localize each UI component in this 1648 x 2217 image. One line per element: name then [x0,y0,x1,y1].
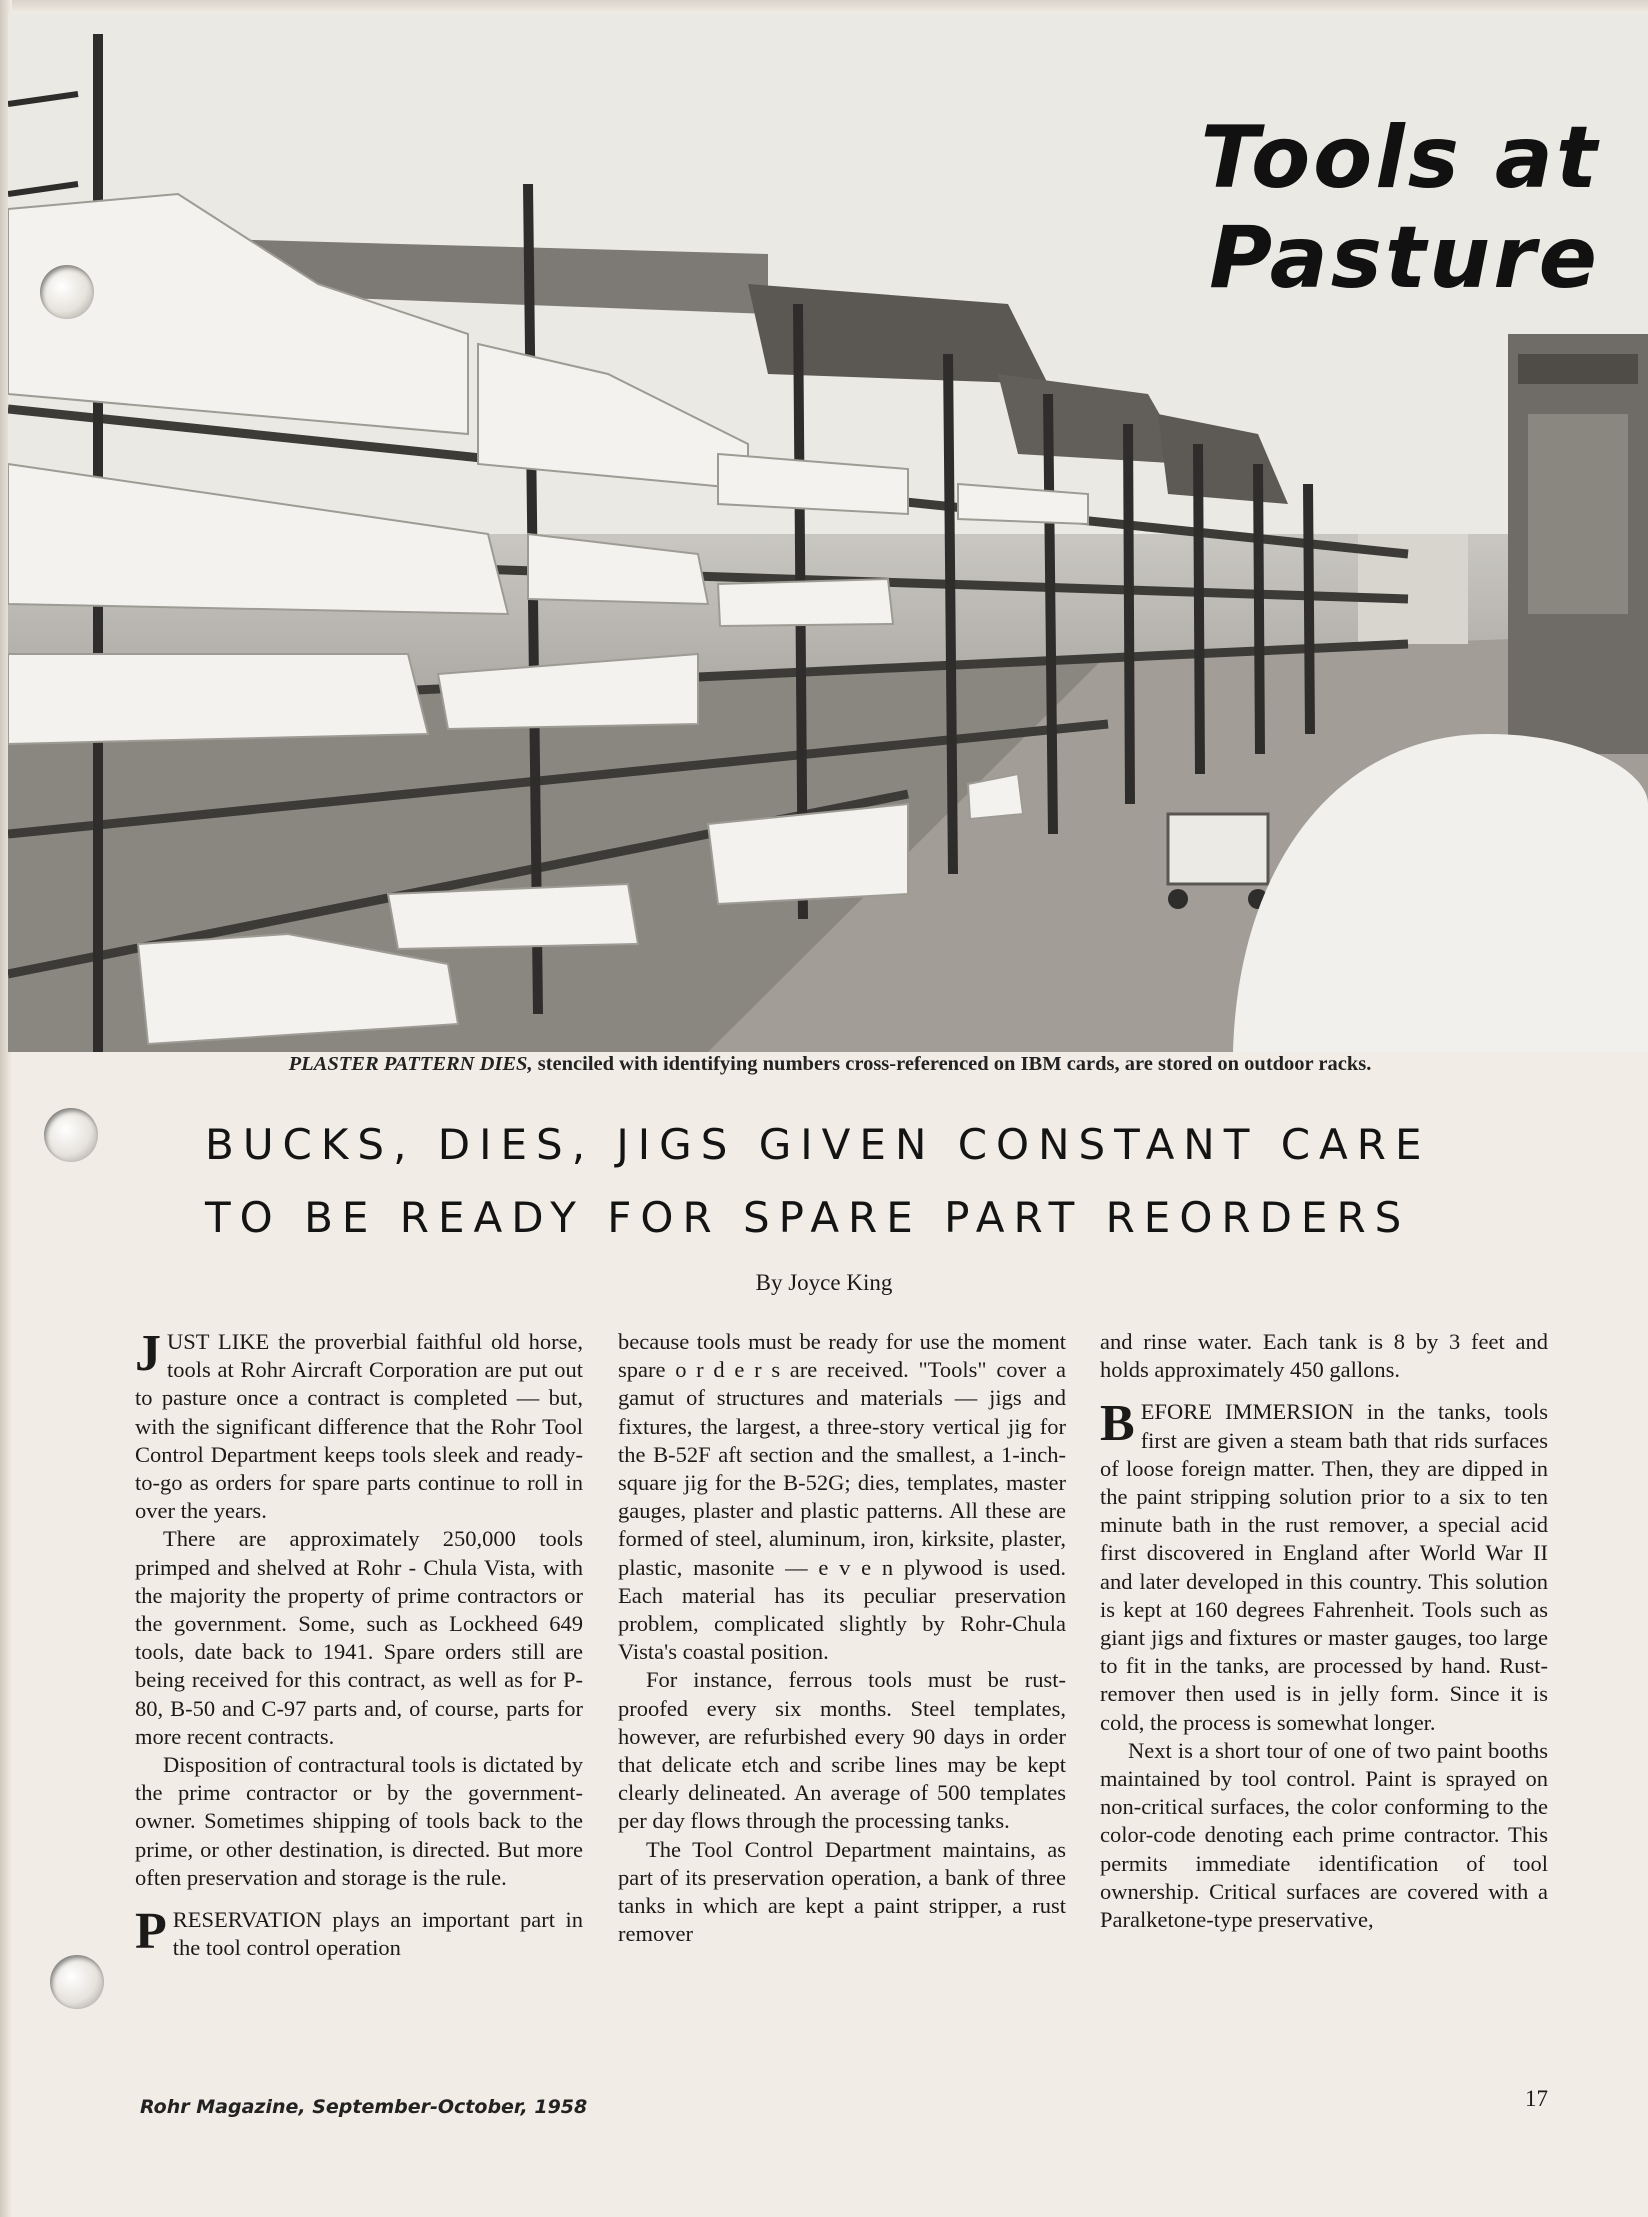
paragraph [1100,1395,1548,1736]
paragraph: For instance, ferrous tools must be rust-proofed every six months. Steel templates, however, are refurbished every 90 days in order that delicate etch and scribe lines may be kept clearly delineated. An average of 500 templates per day flows through the processing tanks. [618,1667,1066,1834]
paragraph: There are approximately 250,000 tools primped and shelved at Rohr - Chula Vista, with the majority the property of prime contractors or the government. Some, such as Lockheed 649 tools, date back to 1941. Spare orders still are being received for this contract, as well as for P-80, B-50 and C-97 parts and, of course, parts for more recent contracts. [135,1526,583,1749]
paragraph: Next is a short tour of one of two paint booths maintained by tool control. Paint is sprayed on non-critical surfaces, the color conforming to the color-code denoting each prime contractor. This permits immediate identification of tool ownership. Critical surfaces are covered with a Paralketone-type preservative, [1100,1737,1548,1933]
paragraph-text: UST LIKE the proverbial faithful old horse, tools at Rohr Aircraft Corporation are put out to pasture once a contract is completed — but, with the significant difference that the Rohr Tool Control Department keeps tools sleek and ready-to-go as orders for spare parts continue to roll in over the years. [135,1329,583,1524]
caption-lead: PLASTER PATTERN DIES, [288,1053,533,1075]
paragraph: The Tool Control Department maintains, as part of its preservation operation, a bank of three tanks in which are kept a paint stripper, a rust remover [618,1836,1066,1947]
headline: Tools at Pasture [1200,108,1600,308]
subhead-line-1: BUCKS, DIES, JIGS GIVEN CONSTANT CARE [205,1120,1431,1169]
magazine-footer: Rohr Magazine, September-October, 1958 [140,2096,588,2118]
page-number: 17 [1525,2086,1548,2111]
paragraph: and rinse water. Each tank is 8 by 3 feet and holds approximately 450 gallons. [1100,1329,1548,1383]
paragraph [135,1325,583,1525]
paragraph: Disposition of contractural tools is dictated by the prime contractor or by the government-owner. Sometimes shipping of tools back to the prime, or other destination, is directed. But more often preservation and storage is the rule. [135,1752,583,1890]
photo-caption [20,1053,1640,1076]
drop-cap: P [135,1903,167,1961]
byline: By Joyce King [755,1270,893,1295]
drop-cap: J [135,1325,161,1382]
punch-hole [50,1955,104,2009]
paper-top-edge [0,0,1648,14]
article-column-3 [1100,1328,1548,1934]
paragraph [135,1903,583,1962]
punch-hole [40,265,94,319]
caption-text: stenciled with identifying numbers cross-referenced on IBM cards, are stored on outdoor racks. [537,1053,1372,1075]
article-column-1 [135,1325,583,1962]
subhead-line-2: TO BE READY FOR SPARE PART REORDERS [205,1193,1411,1242]
punch-hole [44,1108,98,1162]
paragraph-text: EFORE IMMERSION in the tanks, tools first are given a steam bath that rids surfaces of loose foreign matter. Then, they are dipped in the paint stripping solution prior to a six to ten minute bath in the rust remover, a special acid first discovered in England after World War II and later developed in this country. This solution is kept at 160 degrees Fahrenheit. Tools such as giant jigs and fixtures or master gauges, too large to fit in the tanks, are processed by hand. Rust-remover then used is in jelly form. Since it is cold, the process is somewhat longer. [1100,1399,1548,1735]
drop-cap: B [1100,1395,1135,1453]
article-column-2 [618,1328,1066,1948]
paragraph-text: RESERVATION plays an important part in the tool control operation [172,1907,583,1961]
paragraph: because tools must be ready for use the moment spare o r d e r s are received. "Tools" cover a gamut of structures and materials — jigs and fixtures, the largest, a three-story vertical jig for the B-52F aft section and the smallest, a 1-inch-square jig for the B-52G; dies, templates, master gauges, plaster and plastic patterns. All these are formed of steel, aluminum, iron, kirksite, plaster, plastic, masonite — e v e n plywood is used. Each material has its peculiar preservation problem, complicated slightly by Rohr-Chula Vista's coastal position. [618,1329,1066,1665]
